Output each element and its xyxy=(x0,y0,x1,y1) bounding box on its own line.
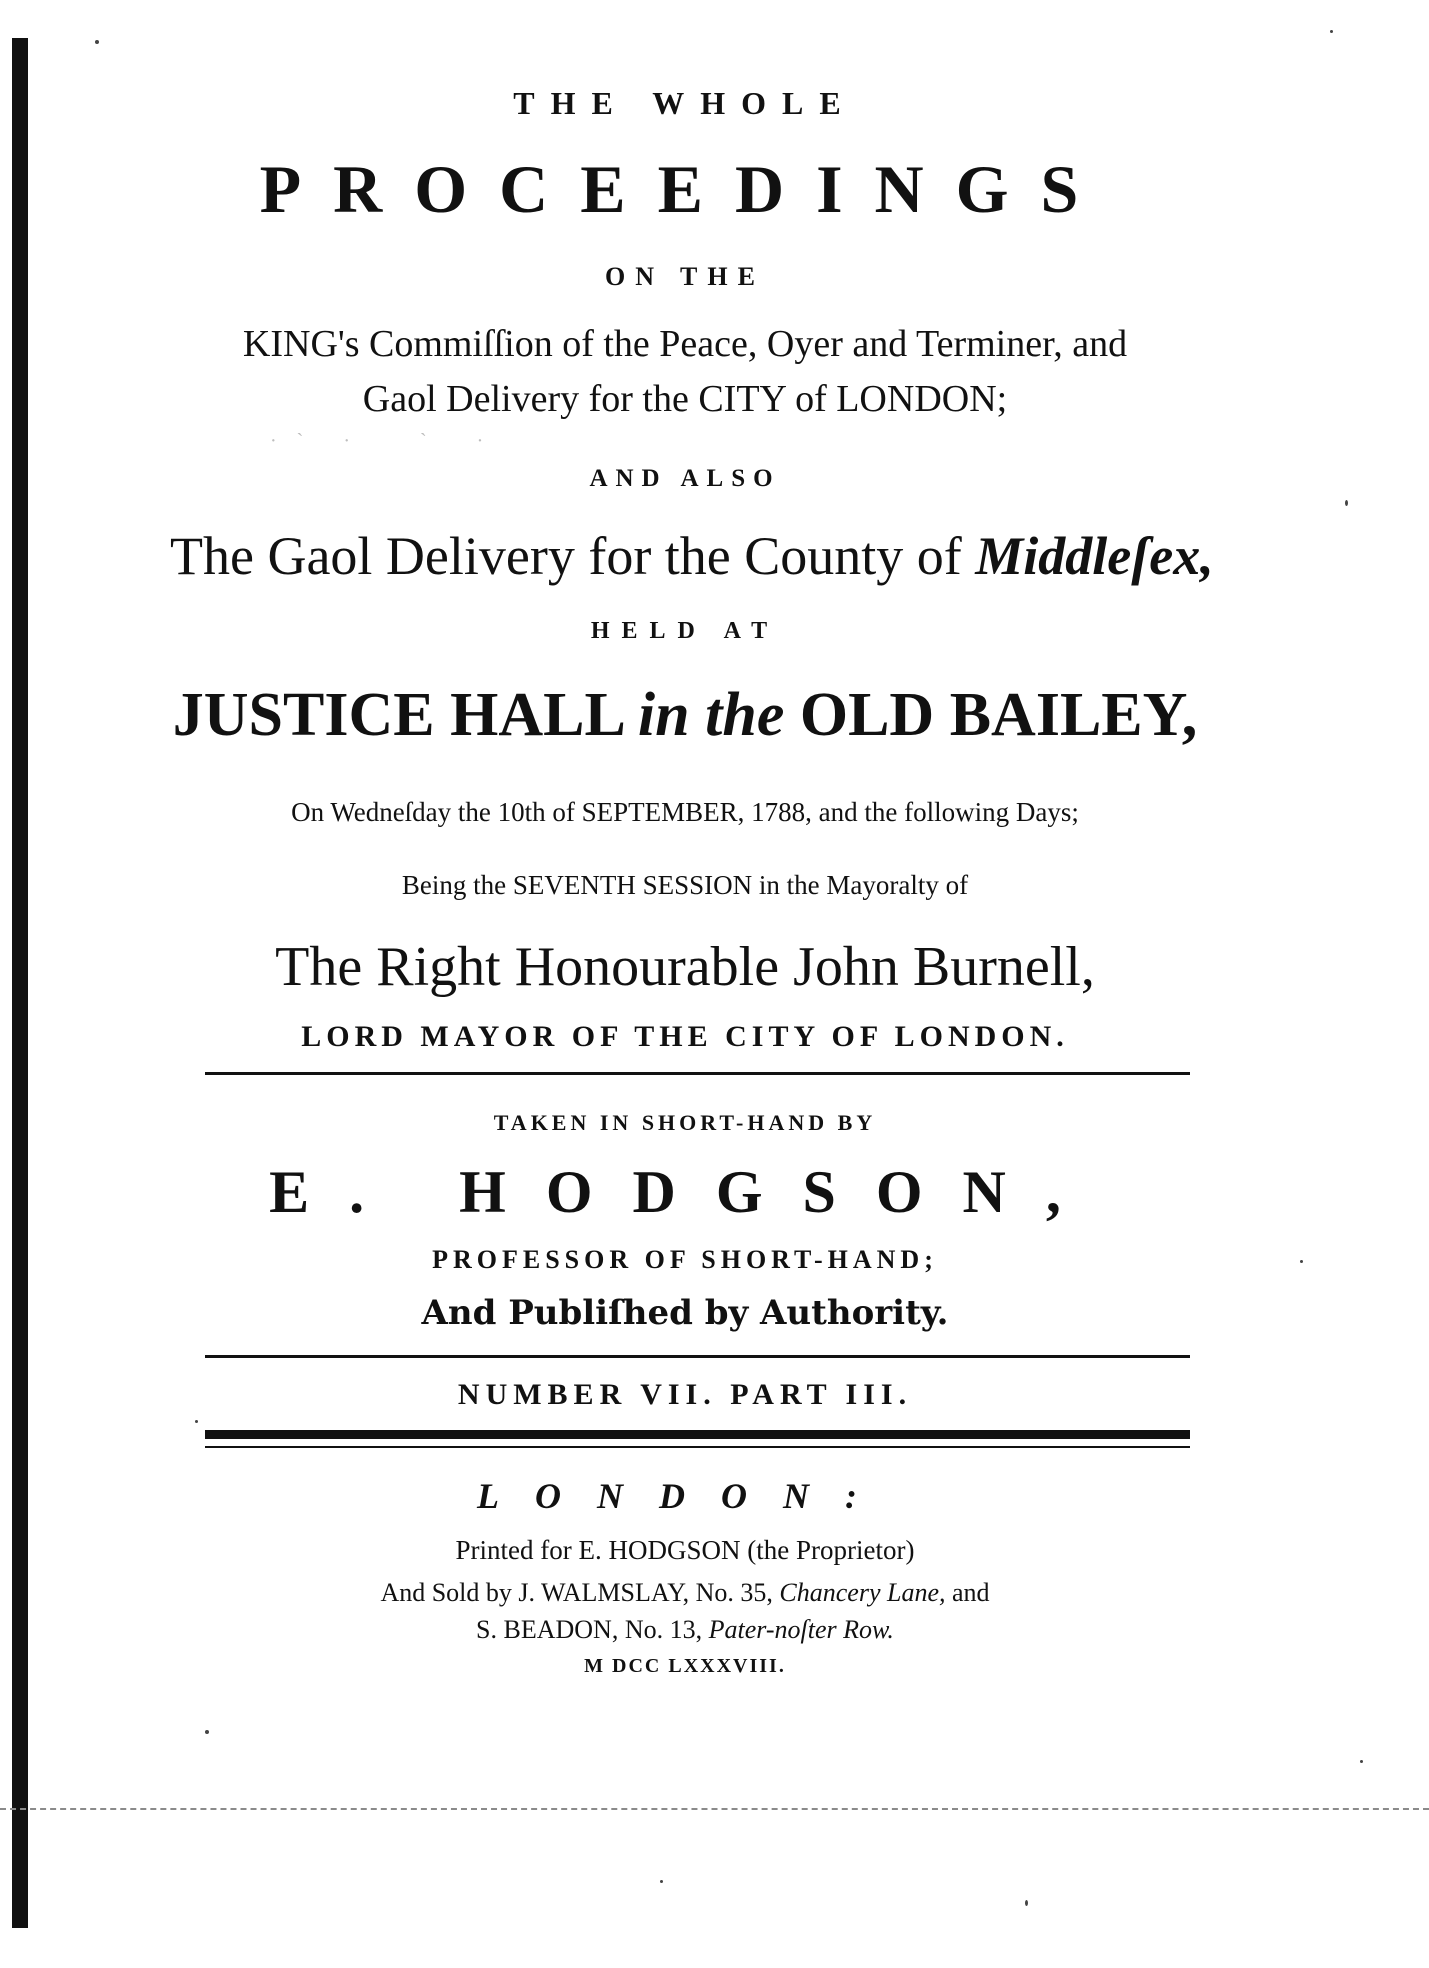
scan-speck xyxy=(205,1730,209,1734)
justice-hall-text: JUSTICE HALL xyxy=(172,681,623,749)
title-line-proceedings: PROCEEDINGS xyxy=(259,151,1111,227)
binding-edge-shadow xyxy=(12,38,28,1928)
beadon-line xyxy=(170,1615,1200,1645)
imprint-year-line: M DCC LXXXVIII. xyxy=(584,1655,786,1677)
divider-rule xyxy=(205,1355,1190,1358)
lord-mayor-title-line: LORD MAYOR OF THE CITY OF LONDON. xyxy=(301,1020,1069,1053)
professor-line: PROFESSOR OF SHORT-HAND; xyxy=(432,1245,938,1274)
beadon-prefix: S. BEADON, No. 13, xyxy=(476,1615,703,1644)
middlesex-county: Middleſex, xyxy=(975,526,1214,586)
bleed-through-text: · ˋ · ˋ · xyxy=(270,430,484,452)
printed-for-line: Printed for E. HODGSON (the Proprietor) xyxy=(455,1535,915,1565)
taken-in-shorthand-line: TAKEN IN SHORT-HAND BY xyxy=(493,1110,877,1135)
beadon-place: Pater-noſter Row. xyxy=(708,1615,894,1644)
scan-speck xyxy=(95,40,99,44)
seventh-session-line: Being the SEVENTH SESSION in the Mayoralty of xyxy=(401,870,969,900)
number-part-line: NUMBER VII. PART III. xyxy=(457,1378,913,1411)
thin-divider-rule xyxy=(205,1446,1190,1448)
sold-by-line xyxy=(170,1578,1200,1608)
middlesex-line xyxy=(170,525,1214,587)
on-the-line: ON THE xyxy=(605,262,765,291)
and-also-line: AND ALSO xyxy=(589,465,781,492)
scan-speck xyxy=(1025,1900,1028,1906)
scan-speck xyxy=(195,1420,198,1423)
session-date-line: On Wedneſday the 10th of SEPTEMBER, 1788, and the following Days; xyxy=(291,797,1079,827)
lord-mayor-name-line: The Right Honourable John Burnell, xyxy=(275,936,1095,998)
scan-speck xyxy=(660,1880,663,1883)
held-at-line: HELD AT xyxy=(590,618,780,644)
scan-speck xyxy=(1345,500,1348,506)
old-bailey-text: OLD BAILEY, xyxy=(799,681,1198,749)
divider-rule xyxy=(205,1072,1190,1075)
title-line-whole: THE WHOLE xyxy=(513,85,857,121)
gaol-delivery-london-line: Gaol Delivery for the CITY of LONDON; xyxy=(362,378,1008,420)
scan-speck xyxy=(1360,1760,1363,1763)
in-the-text: in the xyxy=(637,681,785,749)
sold-by-place: Chancery Lane, xyxy=(779,1578,946,1607)
reporter-name-line: E. HODGSON, xyxy=(269,1159,1101,1225)
scan-speck xyxy=(1330,30,1333,33)
thick-divider-rule xyxy=(205,1430,1190,1439)
sold-by-prefix: And Sold by J. WALMSLAY, No. 35, xyxy=(380,1578,773,1607)
sold-by-and: and xyxy=(952,1578,990,1607)
imprint-place-line: LONDON: xyxy=(477,1476,893,1516)
middlesex-prefix: The Gaol Delivery for the County of xyxy=(170,526,962,586)
commission-line: KING's Commiſſion of the Peace, Oyer and Terminer, and xyxy=(242,323,1128,365)
justice-hall-line xyxy=(170,680,1200,751)
scan-speck xyxy=(1300,1260,1303,1263)
scan-fold-line xyxy=(0,1808,1429,1810)
published-by-authority-line: And Publiſhed by Authority. xyxy=(421,1293,949,1333)
